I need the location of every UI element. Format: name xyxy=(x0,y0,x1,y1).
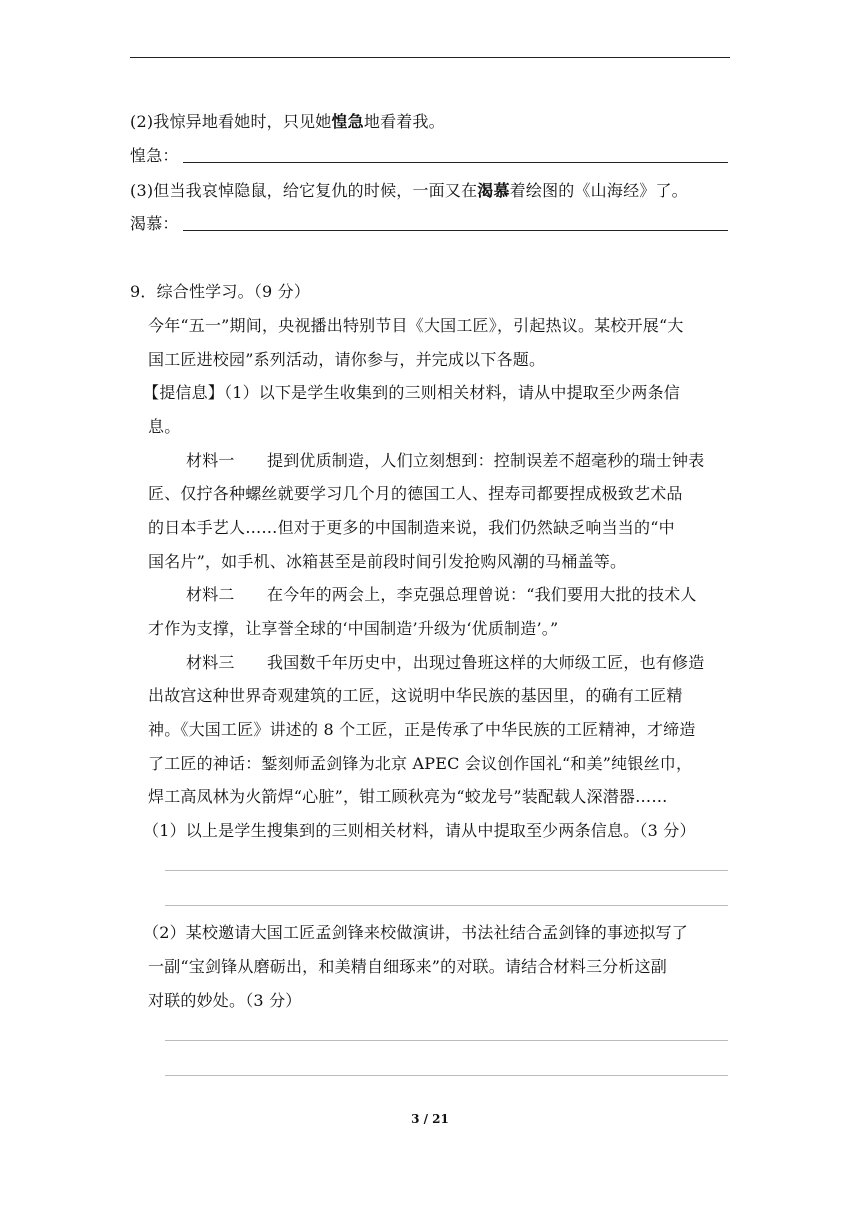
q8-answer-3-label: 渴慕： xyxy=(130,214,179,233)
q8-sentence-3-pre: (3)但当我哀悼隐鼠，给它复仇的时候，一面又在 xyxy=(130,181,478,200)
header-rule xyxy=(130,57,730,58)
q8-answer-2-label: 惶急： xyxy=(130,146,179,165)
q9-answer-1-line-1[interactable] xyxy=(165,870,728,871)
q9-tixinxi-1: 【提信息】（1）以下是学生收集到的三则相关材料，请从中提取至少两条信 xyxy=(143,383,680,402)
page-number: 3 / 21 xyxy=(411,1112,449,1126)
q9-subquestion-2-line-3: 对联的妙处。（3 分） xyxy=(148,991,302,1010)
q8-answer-2-line[interactable] xyxy=(183,162,728,163)
material-1-line-3: 的日本手艺人……但对于更多的中国制造来说，我们仍然缺乏响当当的“中 xyxy=(148,518,675,537)
q9-title: 9．综合性学习。（9 分） xyxy=(130,282,311,301)
q8-sentence-2-pre: (2)我惊异地看她时，只见她 xyxy=(130,112,332,131)
q8-sentence-3-post: 着绘图的《山海经》了。 xyxy=(509,181,688,200)
material-3-line-2: 出故宫这种世界奇观建筑的工匠，这说明中华民族的基因里，的确有工匠精 xyxy=(148,686,683,705)
material-2-line-1: 材料二 在今年的两会上，李克强总理曾说：“我们要用大批的技术人 xyxy=(186,585,697,604)
material-1-line-4: 国名片”，如手机、冰箱甚至是前段时间引发抢购风潮的马桶盖等。 xyxy=(148,552,627,571)
q9-intro-1: 今年“五一”期间，央视播出特别节目《大国工匠》，引起热议。某校开展“大 xyxy=(148,316,684,335)
q9-answer-2-line-1[interactable] xyxy=(165,1040,728,1041)
material-3-line-4: 了工匠的神话：錾刻师孟剑锋为北京 APEC 会议创作国礼“和美”纯银丝巾， xyxy=(148,754,693,773)
q9-answer-2-line-2[interactable] xyxy=(165,1075,728,1076)
q8-sentence-3 xyxy=(130,180,688,202)
q9-tixinxi-2: 息。 xyxy=(148,417,181,436)
material-3-line-1: 材料三 我国数千年历史中，出现过鲁班这样的大师级工匠，也有修造 xyxy=(186,653,705,672)
q8-keyword-2: 惶急 xyxy=(331,112,364,131)
q9-subquestion-2-line-1: （2）某校邀请大国工匠孟剑锋来校做演讲，书法社结合孟剑锋的事迹拟写了 xyxy=(143,923,688,942)
material-3-line-5: 焊工高凤林为火箭焊“心脏”，钳工顾秋亮为“蛟龙号”装配载人深潜器…… xyxy=(148,787,668,806)
q8-answer-3-line[interactable] xyxy=(183,230,728,231)
q9-answer-1-line-2[interactable] xyxy=(165,905,728,906)
q8-sentence-2-post: 地看着我。 xyxy=(363,112,445,131)
q9-subquestion-1: （1）以上是学生搜集到的三则相关材料，请从中提取至少两条信息。（3 分） xyxy=(143,821,696,840)
material-3-line-3: 神。《大国工匠》讲述的 8 个工匠，正是传承了中华民族的工匠精神，才缔造 xyxy=(148,720,696,739)
q8-sentence-2 xyxy=(130,111,445,133)
q8-keyword-3: 渴慕 xyxy=(477,181,510,200)
material-1-line-2: 匠、仅拧各种螺丝就要学习几个月的德国工人、捏寿司都要捏成极致艺术品 xyxy=(148,484,683,503)
material-2-line-2: 才作为支撑，让享誉全球的‘中国制造’升级为‘优质制造’。” xyxy=(148,619,559,638)
material-1-line-1: 材料一 提到优质制造，人们立刻想到：控制误差不超毫秒的瑞士钟表 xyxy=(186,451,705,470)
q9-intro-2: 国工匠进校园”系列活动，请你参与，并完成以下各题。 xyxy=(148,350,546,369)
q9-subquestion-2-line-2: 一副“宝剑锋从磨砺出，和美精自细琢来”的对联。请结合材料三分析这副 xyxy=(148,957,667,976)
